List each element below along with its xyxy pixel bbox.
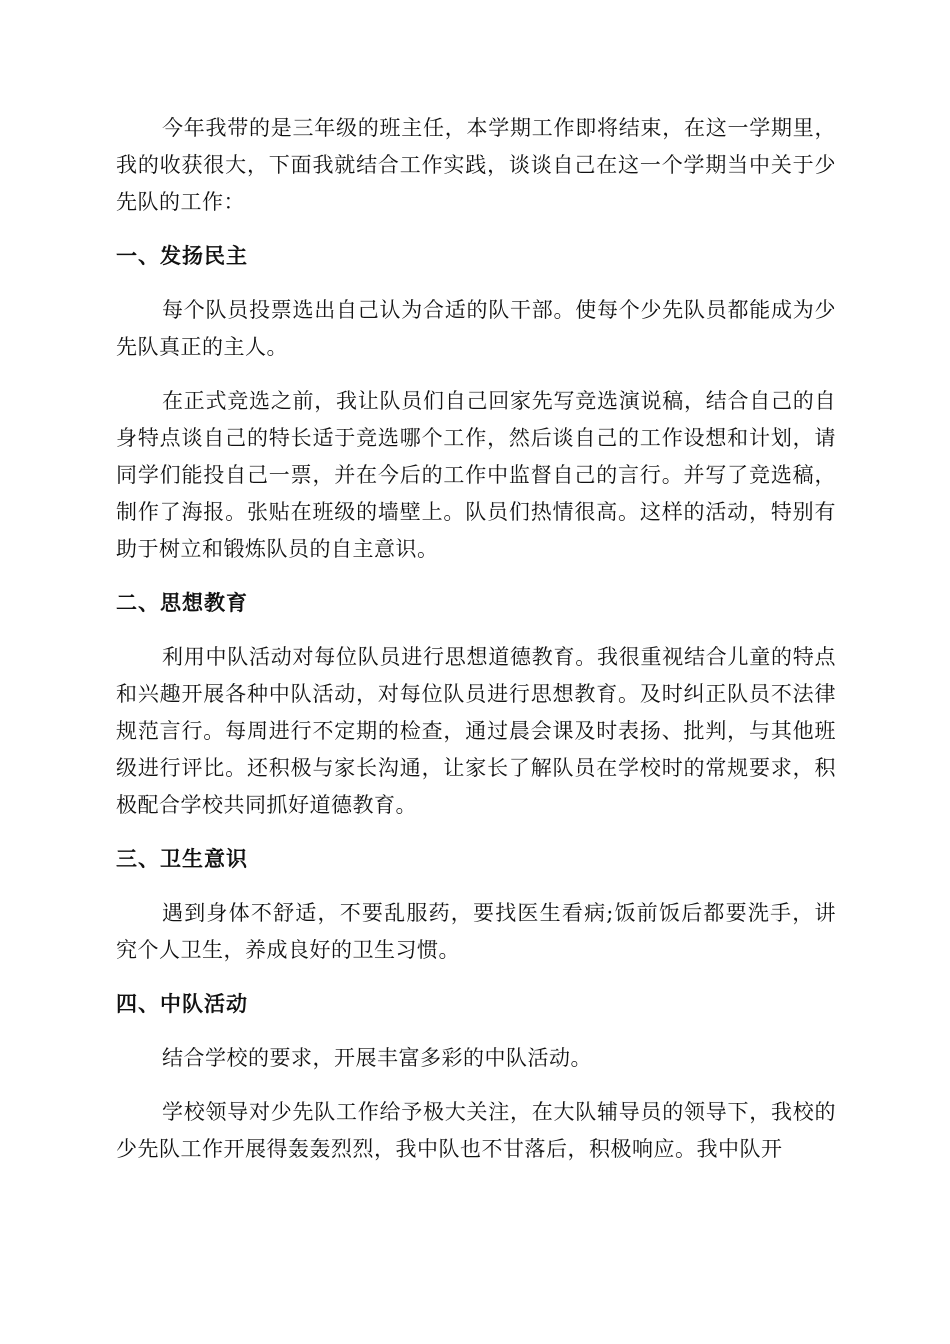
section-heading-democracy: 一、发扬民主	[116, 244, 248, 268]
section-heading-hygiene: 三、卫生意识	[116, 847, 248, 871]
paragraph: 结合学校的要求，开展丰富多彩的中队活动。	[162, 1046, 592, 1070]
paragraph: 在正式竞选之前，我让队员们自己回家先写竞选演说稿，结合自己的自身特点谈自己的特长适于竞选哪个工作，然后谈自己的工作设想和计划，请同学们能投自己一票，并在今后的工作中监督自己的言行。并写了竞选稿，制作了海报。张贴在班级的墙壁上。队员们热情很高。这样的活动，特别有助于树立和锻炼队员的自主意识。	[116, 389, 836, 561]
paragraph: 每个队员投票选出自己认为合适的队干部。使每个少先队员都能成为少先队真正的主人。	[116, 298, 836, 359]
intro-paragraph: 今年我带的是三年级的班主任，本学期工作即将结束，在这一学期里，我的收获很大，下面我就结合工作实践，谈谈自己在这一个学期当中关于少先队的工作：	[116, 116, 836, 214]
paragraph: 遇到身体不舒适，不要乱服药，要找医生看病;饭前饭后都要洗手，讲究个人卫生，养成良好的卫生习惯。	[116, 901, 836, 962]
document-page	[116, 110, 836, 1185]
section-heading-activities: 四、中队活动	[116, 992, 248, 1016]
paragraph: 利用中队活动对每位队员进行思想道德教育。我很重视结合儿童的特点和兴趣开展各种中队活动，对每位队员进行思想教育。及时纠正队员不法律规范言行。每周进行不定期的检查，通过晨会课及时表扬、批判，与其他班级进行评比。还积极与家长沟通，让家长了解队员在学校时的常规要求，积极配合学校共同抓好道德教育。	[116, 645, 836, 817]
section-heading-ideology: 二、思想教育	[116, 591, 248, 615]
paragraph: 学校领导对少先队工作给予极大关注，在大队辅导员的领导下，我校的少先队工作开展得轰轰烈烈，我中队也不甘落后，积极响应。我中队开	[116, 1100, 836, 1161]
